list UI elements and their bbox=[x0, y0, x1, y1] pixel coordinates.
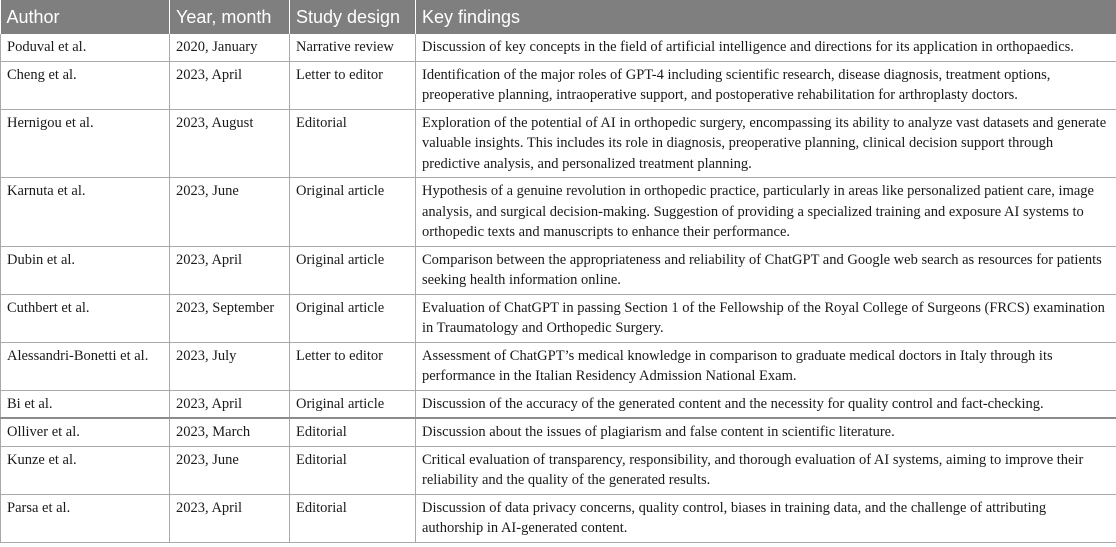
cell-study-design: Original article bbox=[290, 246, 416, 294]
table-row bbox=[1, 446, 1116, 494]
table-header bbox=[1, 0, 1116, 34]
cell-year-month: 2023, June bbox=[170, 446, 290, 494]
table-row bbox=[1, 34, 1116, 61]
cell-key-findings: Hypothesis of a genuine revolution in orthopedic practice, particularly in areas like personalized patient care, image analysis, and surgical decision-making. Suggestion of providing a specialized training and exposure AI systems to orthopedic texts and manuscripts to enhance their performance. bbox=[416, 178, 1116, 247]
cell-key-findings: Discussion about the issues of plagiarism and false content in scientific literature. bbox=[416, 418, 1116, 446]
cell-year-month: 2023, August bbox=[170, 109, 290, 178]
cell-year-month: 2023, September bbox=[170, 294, 290, 342]
table-row bbox=[1, 494, 1116, 542]
header-study-design: Study design bbox=[290, 0, 416, 34]
cell-year-month: 2023, April bbox=[170, 390, 290, 418]
cell-study-design: Original article bbox=[290, 390, 416, 418]
table-row bbox=[1, 178, 1116, 247]
table-row bbox=[1, 109, 1116, 178]
cell-study-design: Editorial bbox=[290, 418, 416, 446]
cell-author: Cheng et al. bbox=[1, 61, 170, 109]
cell-study-design: Letter to editor bbox=[290, 342, 416, 390]
cell-key-findings: Discussion of key concepts in the field of artificial intelligence and directions for its application in orthopaedics. bbox=[416, 34, 1116, 61]
header-author: Author bbox=[1, 0, 170, 34]
cell-year-month: 2023, July bbox=[170, 342, 290, 390]
header-year-month: Year, month bbox=[170, 0, 290, 34]
cell-key-findings: Discussion of data privacy concerns, quality control, biases in training data, and the challenge of attributing authorship in AI-generated content. bbox=[416, 494, 1116, 542]
table-row bbox=[1, 61, 1116, 109]
cell-study-design: Editorial bbox=[290, 446, 416, 494]
header-key-findings: Key findings bbox=[416, 0, 1116, 34]
cell-author: Parsa et al. bbox=[1, 494, 170, 542]
cell-year-month: 2020, January bbox=[170, 34, 290, 61]
header-row bbox=[1, 0, 1116, 34]
cell-key-findings: Exploration of the potential of AI in orthopedic surgery, encompassing its ability to analyze vast datasets and generate valuable insights. This includes its role in diagnosis, preoperative planning, clinical decision support through predictive analysis, and personalized treatment planning. bbox=[416, 109, 1116, 178]
cell-key-findings: Discussion of the accuracy of the generated content and the necessity for quality control and fact-checking. bbox=[416, 390, 1116, 418]
cell-study-design: Original article bbox=[290, 294, 416, 342]
cell-author: Poduval et al. bbox=[1, 34, 170, 61]
table-row bbox=[1, 246, 1116, 294]
cell-year-month: 2023, March bbox=[170, 418, 290, 446]
cell-study-design: Editorial bbox=[290, 494, 416, 542]
cell-author: Alessandri-Bonetti et al. bbox=[1, 342, 170, 390]
table-row bbox=[1, 342, 1116, 390]
cell-year-month: 2023, April bbox=[170, 246, 290, 294]
cell-key-findings: Critical evaluation of transparency, responsibility, and thorough evaluation of AI systems, aiming to improve their reliability and the quality of the generated results. bbox=[416, 446, 1116, 494]
cell-key-findings: Identification of the major roles of GPT-4 including scientific research, disease diagnosis, treatment options, preoperative planning, intraoperative support, and postoperative rehabilitation for arthroplasty doctors. bbox=[416, 61, 1116, 109]
cell-year-month: 2023, April bbox=[170, 494, 290, 542]
cell-year-month: 2023, June bbox=[170, 178, 290, 247]
table-row bbox=[1, 418, 1116, 446]
cell-year-month: 2023, April bbox=[170, 61, 290, 109]
cell-study-design: Narrative review bbox=[290, 34, 416, 61]
cell-author: Olliver et al. bbox=[1, 418, 170, 446]
cell-author: Hernigou et al. bbox=[1, 109, 170, 178]
table-row bbox=[1, 390, 1116, 418]
table-row bbox=[1, 294, 1116, 342]
cell-author: Bi et al. bbox=[1, 390, 170, 418]
cell-author: Karnuta et al. bbox=[1, 178, 170, 247]
cell-study-design: Letter to editor bbox=[290, 61, 416, 109]
cell-key-findings: Comparison between the appropriateness and reliability of ChatGPT and Google web search as resources for patients seeking health information online. bbox=[416, 246, 1116, 294]
cell-author: Cuthbert et al. bbox=[1, 294, 170, 342]
cell-key-findings: Assessment of ChatGPT’s medical knowledge in comparison to graduate medical doctors in Italy through its performance in the Italian Residency Admission National Exam. bbox=[416, 342, 1116, 390]
cell-study-design: Editorial bbox=[290, 109, 416, 178]
cell-author: Dubin et al. bbox=[1, 246, 170, 294]
cell-key-findings: Evaluation of ChatGPT in passing Section 1 of the Fellowship of the Royal College of Surgeons (FRCS) examination in Traumatology and Orthopedic Surgery. bbox=[416, 294, 1116, 342]
table-body bbox=[1, 34, 1116, 542]
cell-study-design: Original article bbox=[290, 178, 416, 247]
cell-author: Kunze et al. bbox=[1, 446, 170, 494]
